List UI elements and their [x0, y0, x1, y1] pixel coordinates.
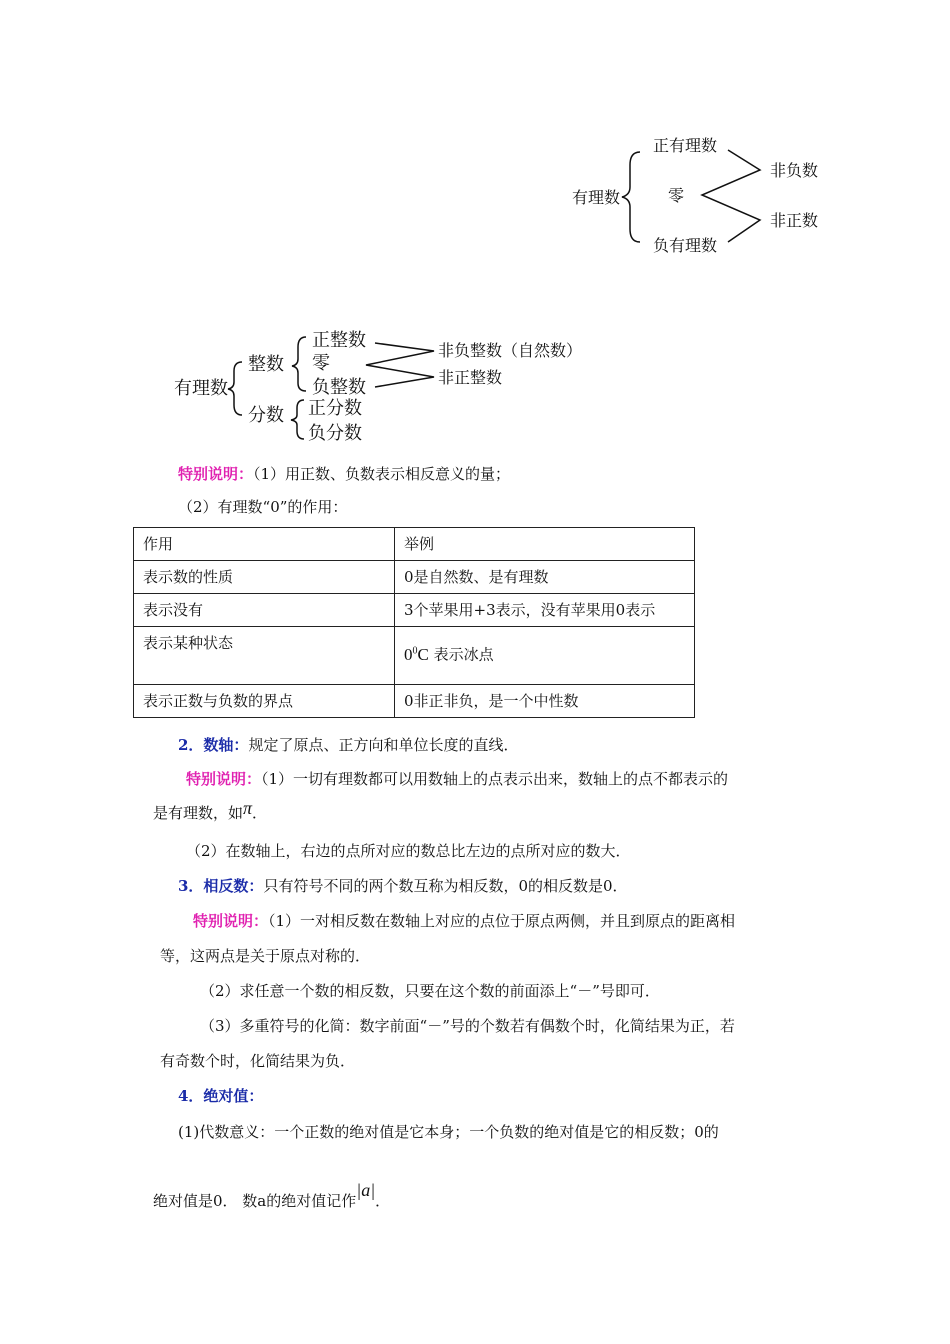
diagram2-root: 有理数 [174, 378, 228, 399]
table-cell-freezing-point: $0^0C$ 表示冰点 [395, 627, 695, 685]
diagram2-neg-int: 负整数 [312, 377, 366, 398]
diagram2-fractions: 分数 [248, 405, 284, 426]
table-cell: 表示正数与负数的界点 [134, 685, 395, 718]
diagram2-neg-frac: 负分数 [308, 423, 362, 444]
sec4-line1: (1)代数意义：一个正数的绝对值是它本身；一个负数的绝对值是它的相反数；0的 [178, 1123, 719, 1141]
table-cell: 表示数的性质 [134, 561, 395, 594]
diagram2-pos-frac: 正分数 [308, 398, 362, 419]
table-row [134, 561, 695, 594]
diagram1-nonpos: 非正数 [770, 211, 819, 230]
diagram1-zero: 零 [668, 186, 685, 205]
table-cell: 表示没有 [134, 594, 395, 627]
diagram2-zero: 零 [312, 353, 330, 374]
absolute-value-notation: |a| [356, 1180, 376, 1200]
diagram1-left-brace [622, 152, 640, 242]
sec3-text: 只有符号不同的两个数互称为相反数，0的相反数是0． [263, 877, 628, 895]
pi-symbol: π [243, 798, 253, 818]
diagram1-positive: 正有理数 [653, 136, 718, 155]
sec3-note2: （2）求任意一个数的相反数，只要在这个数的前面添上“－”号即可． [200, 982, 660, 1000]
sec3-note3-cont: 有奇数个时，化简结果为负． [160, 1052, 356, 1070]
diagram2-nonneg-int: 非负整数（自然数） [438, 341, 583, 360]
sec3-note3: （3）多重符号的化简：数字前面“－”号的个数若有偶数个时，化简结果为正，若 [200, 1017, 735, 1035]
diagram2-fractions-brace [291, 400, 304, 439]
diagram2-pos-int: 正整数 [312, 330, 366, 351]
sec3-definition [178, 875, 628, 896]
sec2-note1: 特别说明：（1）一切有理数都可以用数轴上的点表示出来，数轴上的点不都表示的 [186, 770, 729, 788]
note1-label: 特别说明： [178, 465, 254, 483]
sec4-line2: 绝对值是0． 数a的绝对值记作|a|． [153, 1180, 391, 1210]
table-header-cell: 作用 [134, 528, 395, 561]
sec2-note1-cont: 是有理数，如π． [153, 798, 268, 822]
sec3-heading: 3．相反数： [178, 877, 264, 895]
diagram1-zigzag [702, 150, 760, 242]
table-cell: 0是自然数、是有理数 [395, 561, 695, 594]
sec2-definition [178, 734, 518, 755]
table-cell: 表示某种状态 [134, 627, 395, 685]
diagram2-integers-brace [292, 337, 306, 391]
note1-line [178, 463, 510, 484]
sec2-heading: 2．数轴： [178, 736, 249, 754]
sec3-note1-cont: 等，这两点是关于原点对称的． [160, 947, 371, 965]
table-row [134, 627, 695, 685]
zero-usage-table [133, 527, 695, 718]
table-header-row [134, 528, 695, 561]
note2-line: （2）有理数“0”的作用： [178, 498, 348, 516]
rational-number-classification-diagram [560, 125, 860, 265]
sec4-heading: 4．绝对值： [178, 1087, 264, 1105]
note1-text: （1）用正数、负数表示相反意义的量； [253, 465, 511, 483]
sec2-note2: （2）在数轴上，右边的点所对应的数总比左边的点所对应的数大． [186, 842, 631, 860]
table-cell: 3个苹果用+3表示，没有苹果用0表示 [395, 594, 695, 627]
diagram1-negative: 负有理数 [653, 236, 718, 255]
sec3-note1: 特别说明：（1）一对相反数在数轴上对应的点位于原点两侧，并且到原点的距离相 [193, 912, 736, 930]
diagram2-root-brace [228, 362, 242, 415]
table-cell: 0非正非负，是一个中性数 [395, 685, 695, 718]
diagram1-nonneg: 非负数 [770, 161, 819, 180]
diagram2-zigzag [366, 343, 434, 387]
temperature-value: $0^0C$ [404, 644, 429, 664]
sec2-text: 规定了原点、正方向和单位长度的直线． [248, 736, 519, 754]
table-row [134, 594, 695, 627]
table-header-cell: 举例 [395, 528, 695, 561]
diagram2-nonpos-int: 非正整数 [438, 368, 503, 387]
sec3-note-label: 特别说明： [193, 912, 269, 930]
sec2-note-label: 特别说明： [186, 770, 262, 788]
diagram1-root: 有理数 [572, 188, 621, 207]
rational-number-classification-diagram-2 [170, 325, 610, 450]
diagram2-integers: 整数 [248, 354, 284, 375]
table-row [134, 685, 695, 718]
